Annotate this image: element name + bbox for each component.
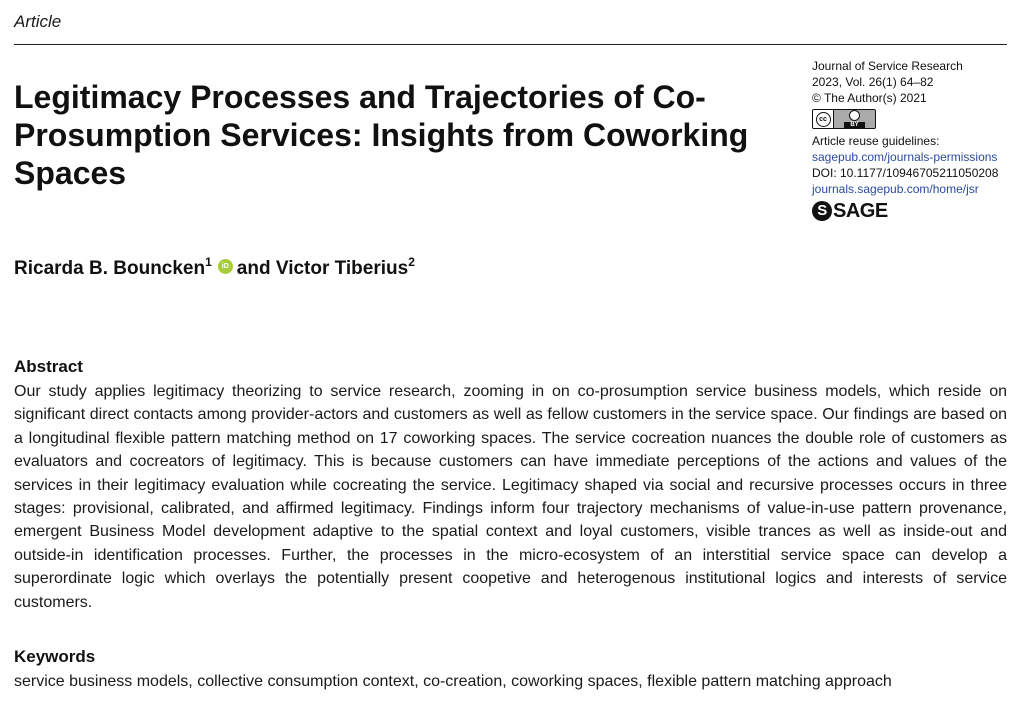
author-connector: and <box>236 258 271 279</box>
author-line <box>14 255 415 280</box>
author-1-name: Ricarda B. Bouncken <box>14 258 206 279</box>
copyright: © The Author(s) 2021 <box>812 91 927 105</box>
journal-meta <box>812 58 1022 221</box>
keywords-heading: Keywords <box>14 647 96 666</box>
person-icon <box>849 110 860 121</box>
author-2-affiliation: 2 <box>408 255 415 269</box>
author-2-name: Victor Tiberius <box>275 258 409 279</box>
header-divider <box>14 44 1007 45</box>
cc-icon: cc <box>813 110 834 128</box>
abstract-heading: Abstract <box>14 357 83 376</box>
author-1-affiliation: 1 <box>205 255 212 269</box>
cc-by-license-icon[interactable] <box>812 109 876 129</box>
sage-logo: S SAGE <box>812 201 1022 221</box>
permissions-link[interactable]: sagepub.com/journals-permissions <box>812 150 998 164</box>
journal-name: Journal of Service Research <box>812 59 963 73</box>
doi: DOI: 10.1177/10946705211050208 <box>812 166 999 180</box>
keywords-text: service business models, collective consumption context, co-creation, coworking spaces, flexible pattern matching approach <box>14 673 892 690</box>
citation: 2023, Vol. 26(1) 64–82 <box>812 75 934 89</box>
paper-title: Legitimacy Processes and Trajectories of Co-Prosumption Services: Insights from Coworking Spaces <box>14 79 749 191</box>
by-icon: BY <box>834 110 875 128</box>
reuse-label: Article reuse guidelines: <box>812 134 940 148</box>
sage-s-icon: S <box>812 201 832 221</box>
journal-link[interactable]: journals.sagepub.com/home/jsr <box>812 182 979 196</box>
abstract-text: Our study applies legitimacy theorizing to service research, zooming in on co-prosumption service business models, which reside on significant direct contacts among provider-actors and customers as well as fellow customers in the service space. Our findings are based on a longitudinal flexible pattern matching method on 17 coworking spaces. The service cocreation nuances the double role of customers as evaluators and cocreators of legitimacy. This is because customers can have immediate perceptions of the actions and values of the services in their legitimacy evaluation while cocreating the service. Legitimacy shaped via social and recursive processes occurs in three stages: provisional, calibrated, and affirmed legitimacy. Findings inform four trajectory mechanisms of value-in-use pattern provenance, emergent Business Model development adaptive to the spatial context and loyal customers, visible trances as well as inside-out and outside-in identification processes. Further, the processes in the micro-ecosystem of an interstitial service space can develop a superordinate logic which overlays the potentially present coopetive and heterogenous institutional logics and interests of service customers. <box>14 383 1007 611</box>
article-type-label: Article <box>14 12 62 31</box>
orcid-icon[interactable]: iD <box>218 259 233 274</box>
